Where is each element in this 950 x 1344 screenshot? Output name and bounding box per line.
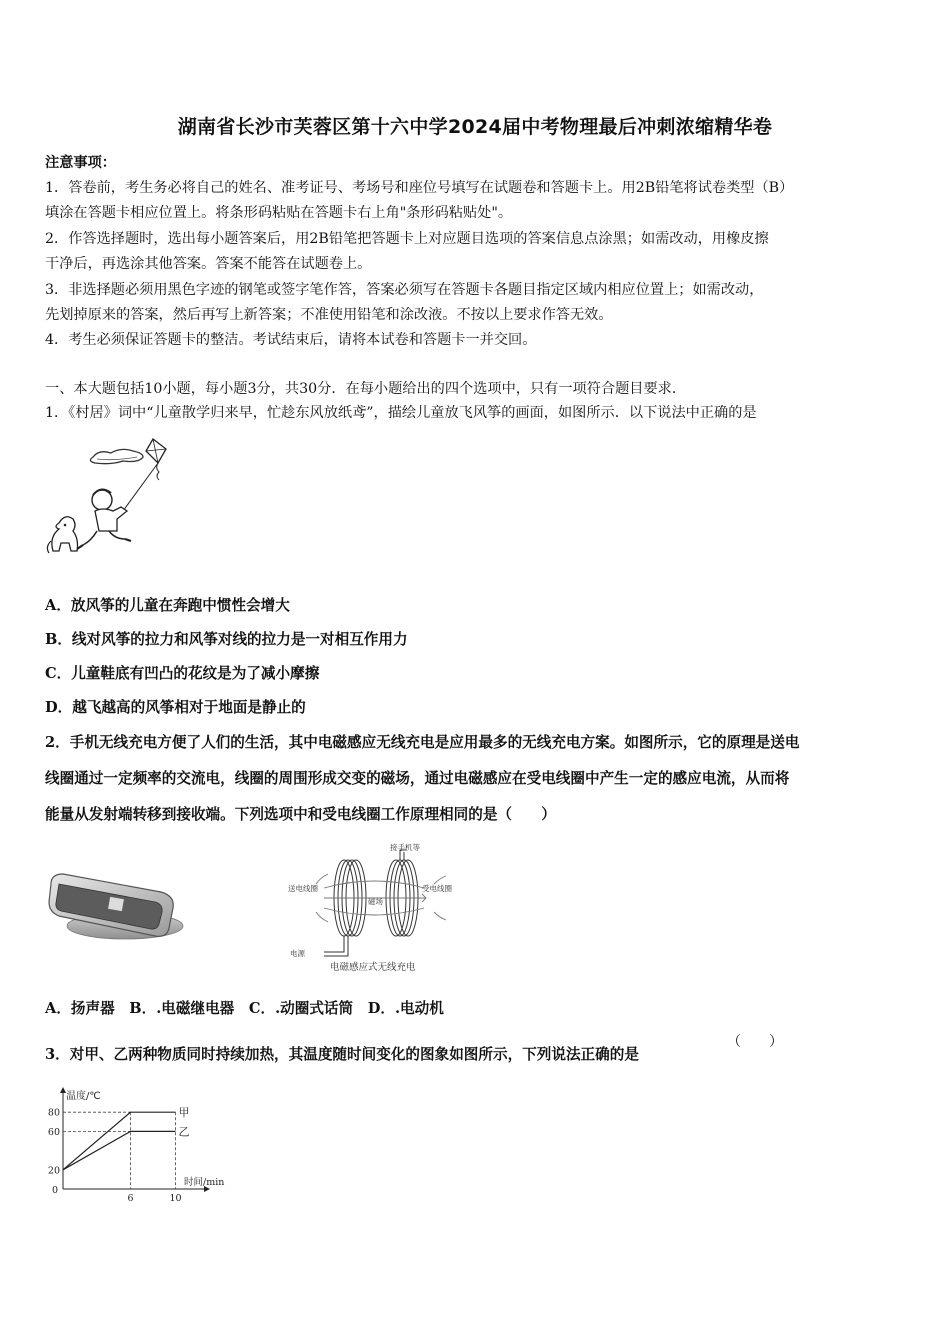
question-1-option-c: C．儿童鞋底有凹凸的花纹是为了减小摩擦 — [45, 665, 320, 682]
question-1-option-d: D．越飞越高的风筝相对于地面是静止的 — [45, 699, 306, 716]
y-tick-label: 80 — [47, 1107, 60, 1119]
series-label: 甲 — [178, 1106, 190, 1120]
notice-line: 干净后，再选涂其他答案。答案不能答在试题卷上。 — [45, 256, 372, 272]
notice-heading: 注意事项： — [45, 155, 116, 171]
question-2-stem: 线圈通过一定频率的交流电，线圈的周围形成交变的磁场，通过电磁感应在受电线圈中产生一定的感应电流，从而将 — [45, 770, 790, 787]
y-tick-label: 20 — [47, 1165, 60, 1177]
question-2-options: A．扬声器 B．.电磁继电器 C．.动圈式话筒 D．.电动机 — [45, 1000, 444, 1017]
phone-label: 接手机等 — [390, 843, 420, 852]
send-coil-label: 送电线圈 — [288, 884, 318, 893]
question-3-stem: 3．对甲、乙两种物质同时持续加热，其温度随时间变化的图象如图所示，下列说法正确的是 — [45, 1046, 639, 1063]
notice-line: 3．非选择题必须用黑色字迹的钢笔或签字笔作答，答案必须写在答题卡各题目指定区域内相应位置上；如需改动， — [45, 282, 764, 298]
field-label: 磁场 — [368, 897, 383, 906]
page-title: 湖南省长沙市芙蓉区第十六中学2024届中考物理最后冲刺浓缩精华卷 — [177, 116, 773, 138]
question-1-option-b: B．线对风筝的拉力和风筝对线的拉力是一对相互作用力 — [45, 631, 408, 648]
question-1-stem: 1．《村居》词中“儿童散学归来早，忙趁东风放纸鸢”，描绘儿童放飞风筝的画面，如图所示．以下说法中正确的是 — [45, 405, 757, 421]
source-label: 电源 — [290, 949, 305, 958]
phone-charger-photo — [45, 862, 190, 944]
notice-line: 2．作答选择题时，选出每小题答案后，用2B铅笔把答题卡上对应题目选项的答案信息点涂黑；如需改动，用橡皮擦 — [45, 231, 769, 247]
series-label: 乙 — [178, 1125, 190, 1139]
question-1-option-a: A．放风筝的儿童在奔跑中惯性会增大 — [45, 597, 290, 614]
series-line-jia — [63, 1112, 176, 1170]
notice-line: 1．答卷前，考生务必将自己的姓名、准考证号、考场号和座位号填写在试题卷和答题卡上。用2B铅笔将试卷类型（B） — [45, 180, 794, 196]
notice-line: 先划掉原来的答案，然后再写上新答案；不准使用铅笔和涂改液。不按以上要求作答无效。 — [45, 307, 613, 323]
notice-line: 填涂在答题卡相应位置上。将条形码粘贴在答题卡右上角"条形码粘贴处"。 — [45, 205, 513, 221]
x-axis-label: 时间/min — [184, 1177, 225, 1188]
section-heading: 一、本大题包括10小题，每小题3分，共30分．在每小题给出的四个选项中，只有一项符合题目要求． — [45, 381, 687, 397]
x-tick-label: 10 — [169, 1193, 182, 1204]
notice-line: 4．考生必须保证答题卡的整洁。考试结束后，请将本试卷和答题卡一并交回。 — [45, 332, 537, 348]
y-axis-label: 温度/℃ — [66, 1091, 101, 1102]
kite-child-figure — [45, 433, 175, 565]
wireless-charging-diagram — [284, 838, 464, 974]
x-tick-label: 6 — [127, 1193, 134, 1204]
x-tick-label: 0 — [51, 1185, 58, 1196]
question-3-answer-paren: （ ） — [727, 1034, 783, 1050]
question-2-stem: 2．手机无线充电方便了人们的生活，其中电磁感应无线充电是应用最多的无线充电方案。如图所示，它的原理是送电 — [45, 734, 800, 751]
series-line-yi — [63, 1131, 176, 1169]
y-tick-label: 60 — [47, 1126, 60, 1138]
temperature-time-chart — [40, 1085, 225, 1204]
question-2-stem: 能量从发射端转移到接收端。下列选项中和受电线圈工作原理相同的是（ ） — [45, 806, 556, 823]
receive-coil-label: 受电线圈 — [422, 884, 452, 893]
figure-caption: 电磁感应式无线充电 — [330, 962, 416, 973]
